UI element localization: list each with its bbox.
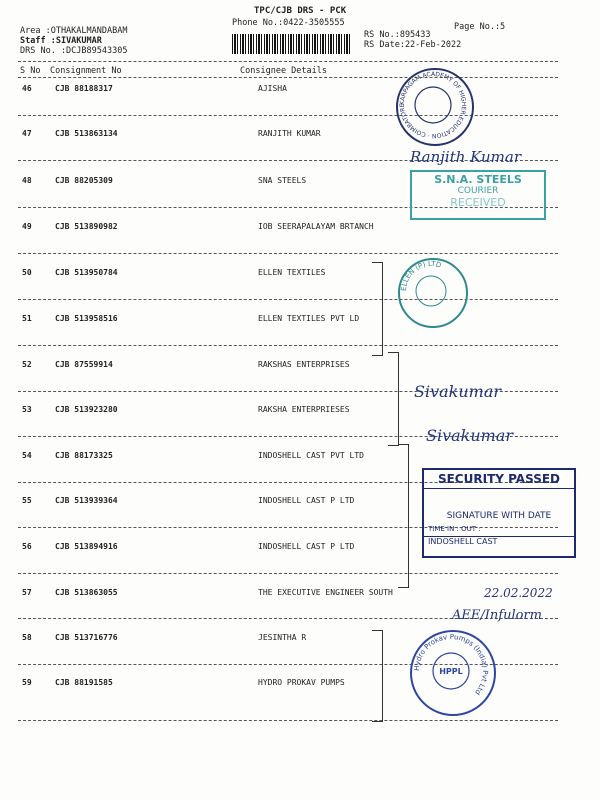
row-consignee: IOB SEERAPALAYAM BRTANCH — [258, 222, 374, 231]
security-title: SECURITY PASSED — [424, 470, 574, 489]
row-sno: 53 — [22, 405, 32, 414]
svg-text:ELLEN (P) LTD — [400, 260, 442, 291]
row-consignment-no: CJB 513958516 — [55, 314, 118, 323]
row-sno: 54 — [22, 451, 32, 460]
row-consignee: AJISHA — [258, 84, 287, 93]
signature-ranjith: Ranjith Kumar — [410, 148, 522, 166]
row-consignment-no: CJB 88191585 — [55, 678, 113, 687]
signature-sivakumar: Sivakumar — [414, 382, 502, 401]
area: Area :OTHAKALMANDABAM — [20, 26, 128, 36]
karpagam-stamp — [396, 68, 474, 146]
row-consignee: INDOSHELL CAST PVT LTD — [258, 451, 364, 460]
signature-date: 22.02.2022 — [484, 586, 553, 600]
row-sno: 58 — [22, 633, 32, 642]
row-divider — [18, 115, 558, 116]
sna-stamp-received: RECEIVED — [450, 196, 506, 209]
rs-number: RS No.:895433 — [364, 30, 431, 40]
group-bracket — [388, 352, 399, 446]
row-sno: 52 — [22, 360, 32, 369]
ellen-stamp — [398, 258, 468, 328]
phone-number: Phone No.:0422-3505555 — [232, 18, 345, 28]
sna-steels-stamp — [410, 170, 546, 220]
row-sno: 48 — [22, 176, 32, 185]
row-sno: 55 — [22, 496, 32, 505]
row-consignee: HYDRO PROKAV PUMPS — [258, 678, 345, 687]
rs-date: RS Date:22-Feb-2022 — [364, 40, 462, 50]
signature-aee: AEE/Infulorm — [452, 608, 542, 623]
row-sno: 49 — [22, 222, 32, 231]
row-consignment-no: CJB 87559914 — [55, 360, 113, 369]
row-sno: 46 — [22, 84, 32, 93]
sna-stamp-name: S.N.A. STEELS — [434, 173, 522, 186]
row-divider — [18, 573, 558, 574]
karpagam-stamp-text: KARPAGAM ACADEMY OF HIGHER EDUCATION · COIMBATORE — [398, 70, 468, 140]
row-sno: 57 — [22, 588, 32, 597]
security-time: TIME IN : OUT : — [428, 525, 481, 533]
signature-sivakumar: Sivakumar — [426, 426, 514, 445]
hydro-stamp-text: Hydro Prokav Pumps (India) Pvt Ltd — [412, 632, 490, 697]
row-consignee: JESINTHA R — [258, 633, 307, 642]
row-consignee: RANJITH KUMAR — [258, 129, 321, 138]
row-consignee: THE EXECUTIVE ENGINEER SOUTH — [258, 588, 393, 597]
hydro-stamp — [410, 630, 496, 716]
security-passed-stamp — [422, 468, 576, 558]
security-company: INDOSHELL CAST — [424, 536, 574, 546]
row-consignee: SNA STEELS — [258, 176, 307, 185]
group-bracket — [398, 444, 409, 588]
row-consignment-no: CJB 88205309 — [55, 176, 113, 185]
drs-number: DRS No. :DCJB89543305 — [20, 46, 128, 56]
row-consignee: INDOSHELL CAST P LTD — [258, 542, 355, 551]
row-divider — [18, 345, 558, 346]
row-divider — [18, 299, 558, 300]
column-sno: S No — [20, 66, 41, 76]
page-number: Page No.:5 — [454, 22, 506, 32]
page-title: TPC/CJB DRS - PCK — [254, 6, 347, 16]
staff-label: Staff :SIVAKUMAR — [20, 36, 102, 46]
row-consignment-no: CJB 513890982 — [55, 222, 118, 231]
row-consignment-no: CJB 513716776 — [55, 633, 118, 642]
row-sno: 56 — [22, 542, 32, 551]
group-bracket — [372, 262, 383, 356]
svg-text:KARPAGAM ACADEMY OF HIGHER EDU — [396, 68, 467, 139]
group-bracket — [372, 630, 383, 722]
row-consignment-no: CJB 513923280 — [55, 405, 118, 414]
row-divider — [18, 253, 558, 254]
row-consignment-no: CJB 513863055 — [55, 588, 118, 597]
row-sno: 47 — [22, 129, 32, 138]
row-consignment-no: CJB 88173325 — [55, 451, 113, 460]
sna-stamp-line: COURIER — [457, 186, 499, 196]
row-consignment-no: CJB 513894916 — [55, 542, 118, 551]
header-rule — [18, 77, 558, 78]
row-divider — [18, 720, 558, 721]
row-consignment-no: CJB 88188317 — [55, 84, 113, 93]
row-sno: 51 — [22, 314, 32, 323]
row-consignee: INDOSHELL CAST P LTD — [258, 496, 355, 505]
svg-text:Hydro Prokav Pumps (India) Pvt — [413, 633, 489, 696]
column-consignee: Consignee Details — [240, 66, 327, 76]
header-rule — [18, 61, 558, 62]
row-consignment-no: CJB 513950784 — [55, 268, 118, 277]
barcode — [232, 34, 352, 54]
hydro-stamp-center: HPPL — [439, 667, 463, 676]
row-consignee: ELLEN TEXTILES PVT LD — [258, 314, 360, 323]
row-sno: 59 — [22, 678, 32, 687]
row-sno: 50 — [22, 268, 32, 277]
security-signature-label: SIGNATURE WITH DATE — [446, 511, 552, 521]
row-consignee: RAKSHAS ENTERPRISES — [258, 360, 350, 369]
row-consignment-no: CJB 513863134 — [55, 129, 118, 138]
row-consignee: RAKSHA ENTERPRIESES — [258, 405, 350, 414]
row-consignee: ELLEN TEXTILES — [258, 268, 326, 277]
ellen-stamp-text: ELLEN (P) LTD — [399, 259, 443, 292]
row-consignment-no: CJB 513939364 — [55, 496, 118, 505]
staff-name: SIVAKUMAR — [55, 36, 102, 46]
column-consignment: Consignment No — [50, 66, 122, 76]
